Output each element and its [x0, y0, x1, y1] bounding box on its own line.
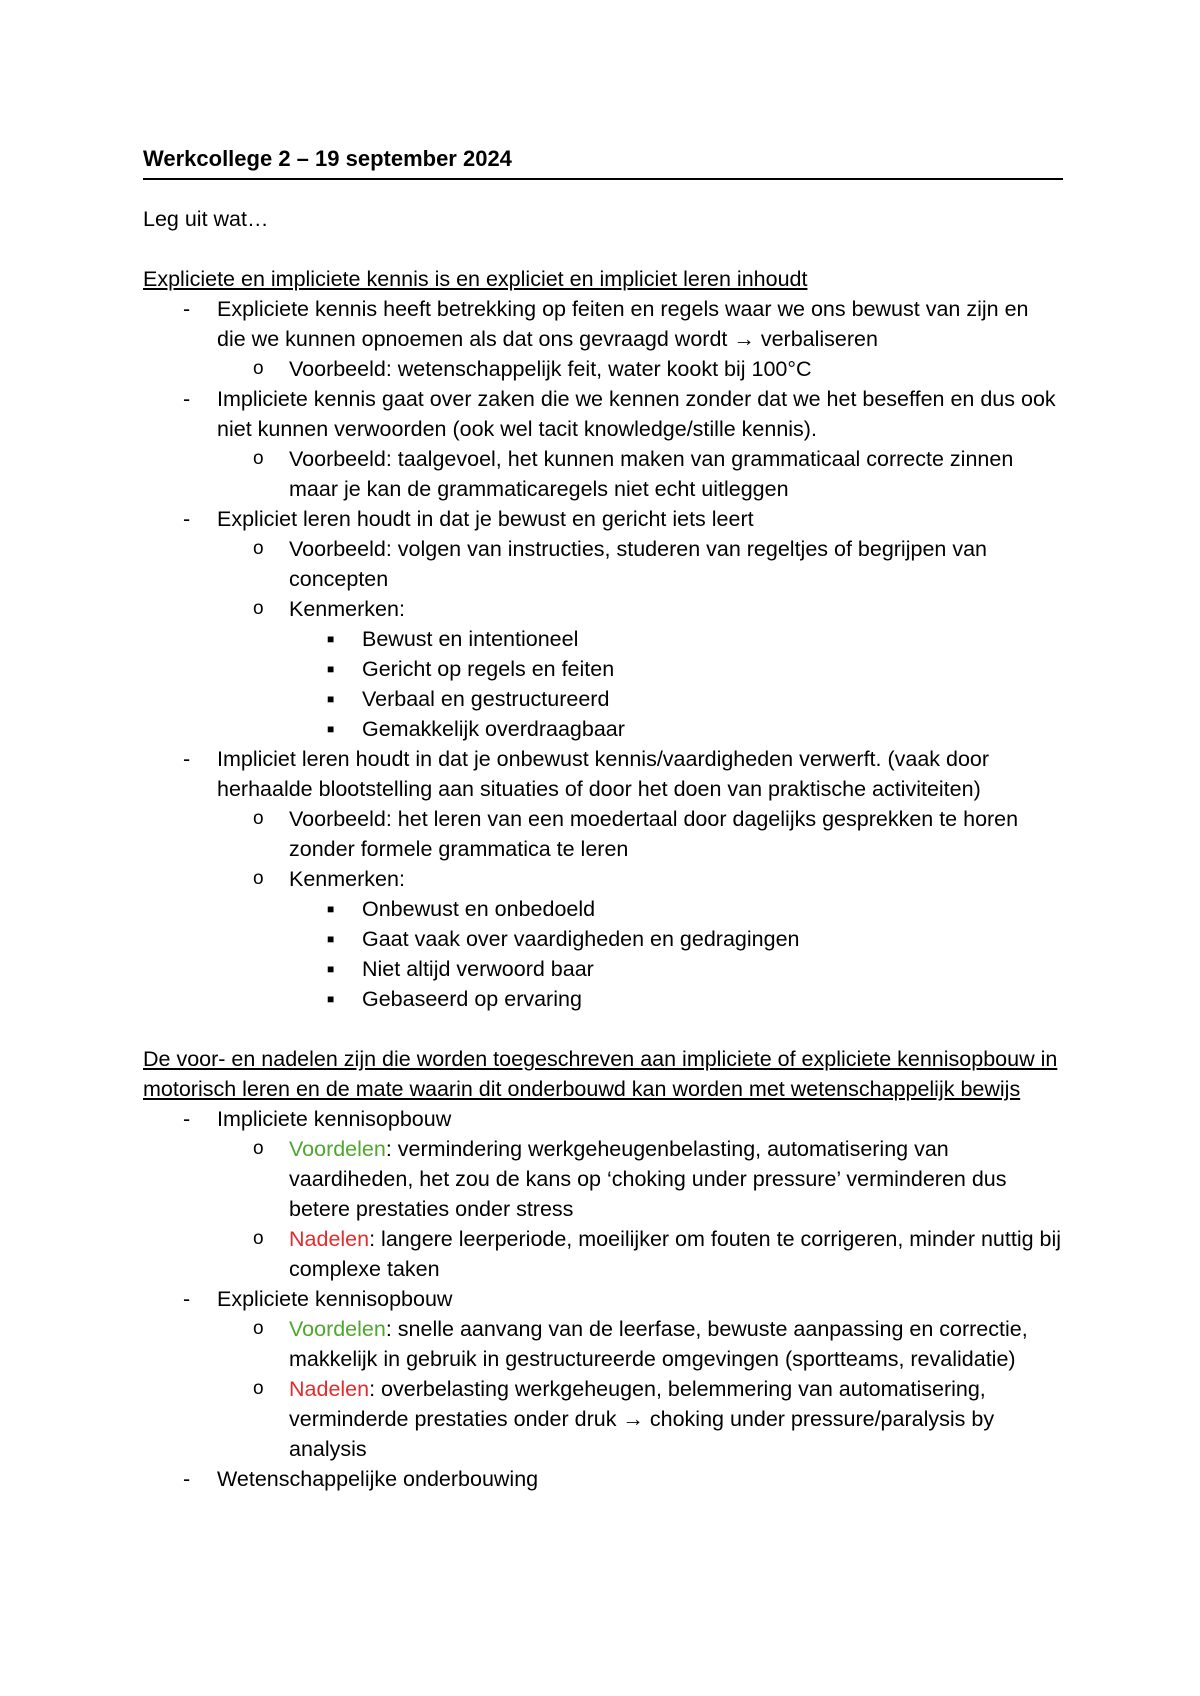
dash-bullet: -: [183, 1287, 191, 1311]
list-item: ■ Gaat vaak over vaardigheden en gedragingen: [289, 924, 1063, 954]
arrow-icon: →: [733, 327, 755, 351]
square-bullet: ■: [327, 692, 335, 706]
kennis-list: [143, 294, 1063, 1014]
circle-bullet: o: [253, 808, 264, 829]
list-item: - Expliciete kennisopbouw o Voordelen: snelle aanvang van de leerfase, bewuste aanpassing en correctie, makkelijk in gebruik in gestructureerde omgevingen (sportteams, revalidatie) o Nadelen: overbelasting werkgeheugen, belemmering van automatisering, verminderde prestaties onder druk → choking under pressure/paralysis by analysis: [143, 1284, 1063, 1464]
list-item: o Nadelen: overbelasting werkgeheugen, belemmering van automatisering, verminderde prestaties onder druk → choking under pressure/paralysis by analysis: [216, 1374, 1063, 1464]
square-bullet: ■: [327, 632, 335, 646]
square-bullet: ■: [327, 902, 335, 916]
list-item: o Kenmerken: ■ Onbewust en onbedoeld ■ Gaat vaak over vaardigheden en gedragingen ■ Niet altijd verwoord baar ■ Gebaseerd op ervaring: [216, 864, 1063, 1014]
dash-bullet: -: [183, 1107, 191, 1131]
circle-bullet: o: [253, 598, 264, 619]
circle-bullet: o: [253, 1138, 264, 1159]
square-bullet: ■: [327, 722, 335, 736]
circle-bullet: o: [253, 1318, 264, 1339]
circle-bullet: o: [253, 448, 264, 469]
circle-bullet: o: [253, 868, 264, 889]
dash-bullet: -: [183, 1467, 191, 1491]
list-item: o Voorbeeld: wetenschappelijk feit, water kookt bij 100°C: [216, 354, 1063, 384]
list-item: - Impliciet leren houdt in dat je onbewust kennis/vaardigheden verwerft. (vaak door herhaalde blootstelling aan situaties of door het doen van praktische activiteiten) o Voorbeeld: het leren van een moedertaal door dagelijks gesprekken te horen zonder formele grammatica te leren o Kenmerken: ■ Onbewust en onbedoeld ■ Gaat vaak over vaardigheden en gedragingen ■ Niet altijd verwoord baar ■ Gebaseerd op ervaring: [143, 744, 1063, 1014]
voor-nadelen-list: [143, 1104, 1063, 1494]
list-item: - Expliciet leren houdt in dat je bewust en gericht iets leert o Voorbeeld: volgen van instructies, studeren van regeltjes of begrijpen van concepten o Kenmerken: ■ Bewust en intentioneel ■ Gericht op regels en feiten ■ Verbaal en gestructureerd ■ Gemakkelijk overdraagbaar: [143, 504, 1063, 744]
list-item: - Wetenschappelijke onderbouwing: [143, 1464, 1063, 1494]
list-item: ■ Bewust en intentioneel: [289, 624, 1063, 654]
list-item: ■ Gemakkelijk overdraagbaar: [289, 714, 1063, 744]
list-item: ■ Gebaseerd op ervaring: [289, 984, 1063, 1014]
list-item: o Voordelen: vermindering werkgeheugenbelasting, automatisering van vaardiheden, het zou de kans op ‘choking under pressure’ verminderen dus betere prestaties onder stress: [216, 1134, 1063, 1224]
square-bullet: ■: [327, 932, 335, 946]
nadelen-label: Nadelen: [289, 1377, 370, 1401]
section-heading-kennis: Expliciete en impliciete kennis is en expliciet en impliciet leren inhoudt: [143, 267, 808, 291]
list-item: o Voorbeeld: taalgevoel, het kunnen maken van grammaticaal correcte zinnen maar je kan de grammaticaregels niet echt uitleggen: [216, 444, 1063, 504]
document-page: [143, 140, 1063, 1494]
square-bullet: ■: [327, 992, 335, 1006]
voordelen-label: Voordelen: [289, 1137, 386, 1161]
circle-bullet: o: [253, 1378, 264, 1399]
circle-bullet: o: [253, 1228, 264, 1249]
voordelen-label: Voordelen: [289, 1317, 386, 1341]
list-item: - Impliciete kennisopbouw o Voordelen: vermindering werkgeheugenbelasting, automatisering van vaardiheden, het zou de kans op ‘choking under pressure’ verminderen dus betere prestaties onder stress o Nadelen: langere leerperiode, moeilijker om fouten te corrigeren, minder nuttig bij complexe taken: [143, 1104, 1063, 1284]
nadelen-label: Nadelen: [289, 1227, 370, 1251]
circle-bullet: o: [253, 538, 264, 559]
dash-bullet: -: [183, 297, 191, 321]
list-item: o Voorbeeld: volgen van instructies, studeren van regeltjes of begrijpen van concepten: [216, 534, 1063, 594]
list-item: - Impliciete kennis gaat over zaken die we kennen zonder dat we het beseffen en dus ook niet kunnen verwoorden (ook wel tacit knowledge/stille kennis). o Voorbeeld: taalgevoel, het kunnen maken van grammaticaal correcte zinnen maar je kan de grammaticaregels niet echt uitleggen: [143, 384, 1063, 504]
square-bullet: ■: [327, 962, 335, 976]
circle-bullet: o: [253, 358, 264, 379]
list-item: ■ Niet altijd verwoord baar: [289, 954, 1063, 984]
arrow-icon: →: [622, 1407, 644, 1431]
list-item: - Expliciete kennis heeft betrekking op feiten en regels waar we ons bewust van zijn en die we kunnen opnoemen als dat ons gevraagd wordt → verbaliseren o Voorbeeld: wetenschappelijk feit, water kookt bij 100°C: [143, 294, 1063, 384]
intro-text: Leg uit wat…: [143, 207, 269, 231]
dash-bullet: -: [183, 507, 191, 531]
list-item: o Voorbeeld: het leren van een moedertaal door dagelijks gesprekken te horen zonder formele grammatica te leren: [216, 804, 1063, 864]
list-item: ■ Verbaal en gestructureerd: [289, 684, 1063, 714]
dash-bullet: -: [183, 747, 191, 771]
list-item: o Voordelen: snelle aanvang van de leerfase, bewuste aanpassing en correctie, makkelijk in gebruik in gestructureerde omgevingen (sportteams, revalidatie): [216, 1314, 1063, 1374]
list-item: ■ Gericht op regels en feiten: [289, 654, 1063, 684]
page-title: Werkcollege 2 – 19 september 2024: [143, 140, 1063, 180]
list-item: ■ Onbewust en onbedoeld: [289, 894, 1063, 924]
dash-bullet: -: [183, 387, 191, 411]
section-heading-voor-nadelen: De voor- en nadelen zijn die worden toegeschreven aan impliciete of expliciete kennisopbouw in motorisch leren en de mate waarin dit onderbouwd kan worden met wetenschappelijk bewijs: [143, 1047, 1058, 1101]
list-item: o Nadelen: langere leerperiode, moeilijker om fouten te corrigeren, minder nuttig bij complexe taken: [216, 1224, 1063, 1284]
list-item: o Kenmerken: ■ Bewust en intentioneel ■ Gericht op regels en feiten ■ Verbaal en gestructureerd ■ Gemakkelijk overdraagbaar: [216, 594, 1063, 744]
square-bullet: ■: [327, 662, 335, 676]
